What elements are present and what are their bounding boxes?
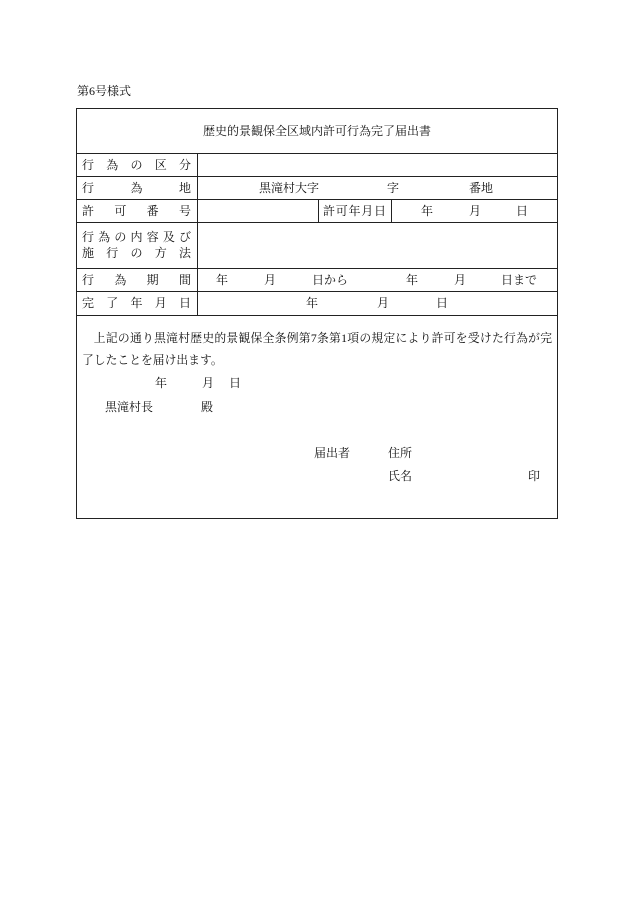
form-title: 歴史的景観保全区域内許可行為完了届出書 bbox=[202, 124, 431, 138]
period-end-day: 日まで bbox=[501, 273, 538, 287]
addressee: 黒滝村長 bbox=[105, 400, 154, 414]
permit-date-year: 年 bbox=[421, 204, 434, 218]
declaration-date-month: 月 bbox=[202, 376, 215, 390]
row-action-content bbox=[77, 222, 557, 268]
row-action-category bbox=[77, 153, 557, 176]
label-completion-date: 完 了 年 月 日 bbox=[82, 296, 191, 310]
period-end-month: 月 bbox=[454, 273, 467, 287]
row-action-site bbox=[77, 176, 557, 199]
label-cell-action-site bbox=[77, 177, 198, 199]
declaration-statement: 上記の通り黒滝村歴史的景観保全条例第7条第1項の規定により許可を受けた行為が完了したことを届け出ます。 bbox=[82, 331, 552, 367]
value-cell-permit-number bbox=[198, 200, 319, 222]
label-cell-action-content bbox=[77, 223, 198, 268]
label-cell-permit-date bbox=[319, 200, 392, 222]
value-cell-action-category bbox=[198, 154, 557, 176]
label-action-content-line2: 施 行 の 方 法 bbox=[82, 246, 191, 260]
completion-month: 月 bbox=[377, 296, 390, 310]
declaration-section bbox=[77, 315, 557, 518]
completion-year: 年 bbox=[306, 296, 319, 310]
completion-day: 日 bbox=[436, 296, 449, 310]
label-action-category: 行 為 の 区 分 bbox=[82, 158, 191, 172]
row-completion-date bbox=[77, 291, 557, 315]
period-start-year: 年 bbox=[216, 273, 229, 287]
label-cell-completion-date bbox=[77, 292, 198, 315]
label-action-content-line1: 行 為 の 内 容 及 び bbox=[82, 230, 191, 244]
label-cell-permit-number bbox=[77, 200, 198, 222]
value-cell-action-period bbox=[198, 269, 557, 291]
value-cell-completion-date bbox=[198, 292, 557, 315]
addressee-honorific: 殿 bbox=[201, 400, 214, 414]
label-action-site: 行 為 地 bbox=[82, 181, 191, 195]
row-action-period bbox=[77, 268, 557, 291]
value-cell-action-content bbox=[198, 223, 557, 268]
declaration-date-year: 年 bbox=[155, 376, 168, 390]
label-cell-action-category bbox=[77, 154, 198, 176]
form-number: 第6号様式 bbox=[77, 84, 132, 98]
label-cell-action-period bbox=[77, 269, 198, 291]
declaration-date-day: 日 bbox=[229, 376, 242, 390]
label-action-period: 行 為 期 間 bbox=[82, 273, 191, 287]
address-label: 住所 bbox=[388, 446, 413, 460]
label-permit-number: 許 可 番 号 bbox=[82, 204, 191, 218]
site-aza-text: 字 bbox=[387, 181, 400, 195]
period-start-month: 月 bbox=[264, 273, 277, 287]
applicant-label: 届出者 bbox=[314, 446, 351, 460]
label-permit-date: 許可年月日 bbox=[323, 204, 386, 218]
permit-date-month: 月 bbox=[469, 204, 482, 218]
notification-form bbox=[76, 108, 558, 519]
value-cell-permit-date bbox=[392, 200, 557, 222]
name-label: 氏名 bbox=[388, 469, 413, 483]
permit-date-day: 日 bbox=[516, 204, 529, 218]
period-end-year: 年 bbox=[406, 273, 419, 287]
row-permit-number bbox=[77, 199, 557, 222]
site-banchi-text: 番地 bbox=[469, 181, 494, 195]
site-village-text: 黒滝村大字 bbox=[259, 181, 320, 195]
period-start-day: 日から bbox=[312, 273, 349, 287]
value-cell-action-site bbox=[198, 177, 557, 199]
seal-label: 印 bbox=[528, 469, 541, 483]
